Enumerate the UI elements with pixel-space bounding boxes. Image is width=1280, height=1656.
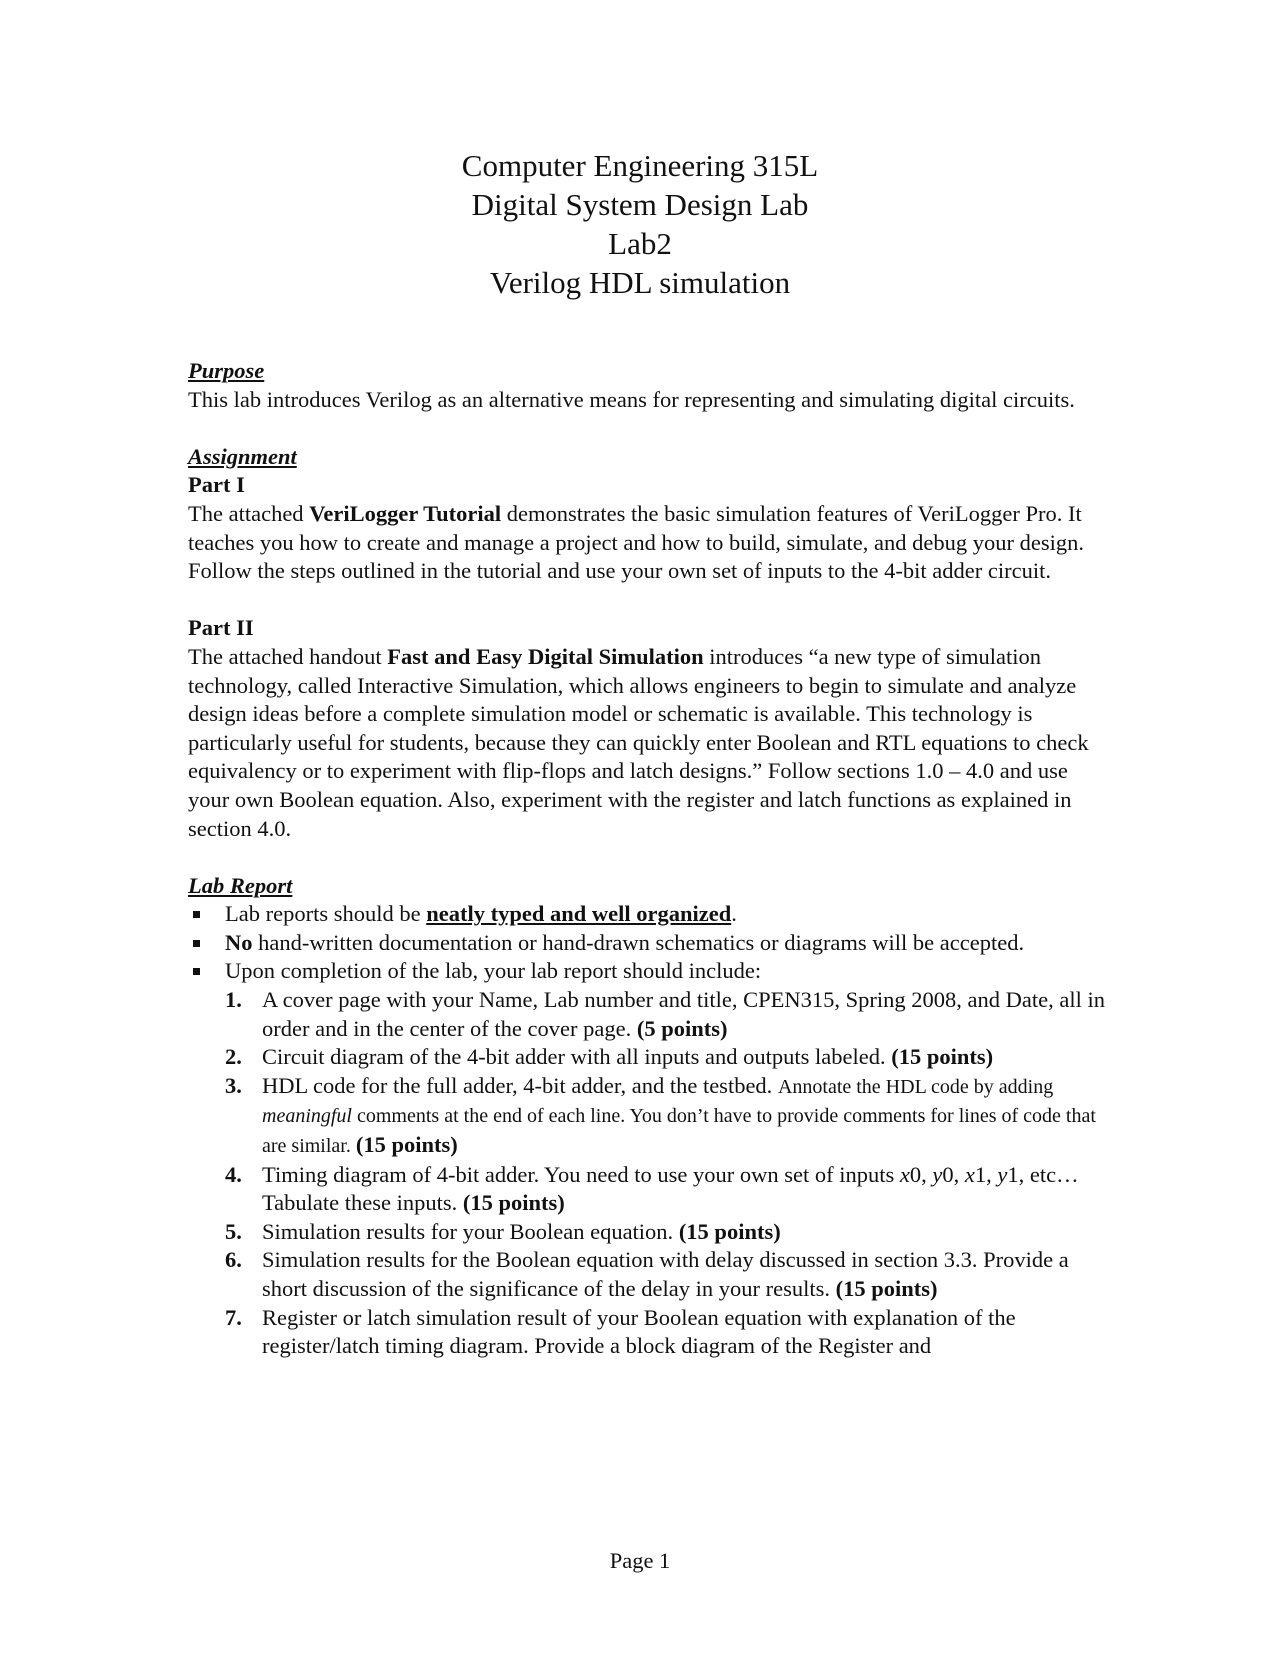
list-item: 3. HDL code for the full adder, 4-bit adder, and the testbed. Annotate the HDL code by adding meaningful comments at the end of each line. You don’t have to provide comments for lines of code that are similar. (15 points) [225,1072,1096,1158]
list-item: 7. Register or latch simulation result of your Boolean equation with explanation of the register/latch timing diagram. Provide a block diagram of the Register and [225,1304,1016,1359]
list-item: 2. Circuit diagram of the 4-bit adder with all inputs and outputs labeled. (15 points) [225,1044,994,1070]
list-item: 5. Simulation results for your Boolean equation. (15 points) [225,1218,781,1244]
bullet-item: No hand-written documentation or hand-drawn schematics or diagrams will be accepted. [188,929,1108,958]
list-item: 4. Timing diagram of 4-bit adder. You need to use your own set of inputs x0, y0, x1, y1, etc…Tabulate these inputs. (15 points) [225,1161,1079,1216]
part2-text: The attached handout Fast and Easy Digital Simulation introduces “a new type of simulation technology, called Interactive Simulation, which allows engineers to begin to simulate and analyze design ideas before a complete simulation model or schematic is available. This technology is particularly useful for students, because they can quickly enter Boolean and RTL equations to check equivalency or to experiment with flip-flops and latch designs.” Follow sections 1.0 – 4.0 and use your own Boolean equation. Also, experiment with the register and latch functions as explained in section 4.0. [188,643,1089,841]
purpose-heading: Purpose [188,358,265,383]
tutorial-name: VeriLogger Tutorial [309,500,502,526]
part1-text: The attached VeriLogger Tutorial demonstrates the basic simulation features of VeriLogger Pro. It teaches you how to create and manage a project and how to build, simulate, and debug your design. Follow the steps outlined in the tutorial and use your own set of inputs to the 4-bit adder circuit. [188,500,1084,584]
title-block [0,146,1280,302]
list-item: 1. A cover page with your Name, Lab number and title, CPEN315, Spring 2008, and Date, all in order and in the center of the cover page. (5 points) [225,987,1105,1041]
square-bullet-icon [193,911,200,918]
page-number: Page 1 [609,1548,671,1573]
lab-name: Digital System Design Lab [471,187,809,222]
lab-number: Lab2 [608,226,672,261]
square-bullet-icon [193,940,200,947]
square-bullet-icon [193,968,200,975]
bullet-item: Lab reports should be neatly typed and well organized. [188,900,1108,929]
part2-heading: Part II [188,615,254,641]
assignment-heading: Assignment [188,443,297,469]
part1-heading: Part I [188,472,245,498]
course-title: Computer Engineering 315L [461,148,819,183]
list-item: 6. Simulation results for the Boolean equation with delay discussed in section 3.3. Provide a short discussion of the significance of the delay in your results. (15 points) [225,1247,1069,1301]
bullet-item: Upon completion of the lab, your lab report should include: 1. A cover page with your Name, Lab number and title, CPEN315, Spring 2008, and Date, all in order and in the center of the cover page. (5 points) 2. Circuit diagram of the 4-bit adder with all inputs and outputs labeled. (15 points) 3. HDL code for the full adder, 4-bit adder, and the testbed. Annotate the HDL code by adding meaningful comments at the end of each line. You don’t have to provide comments for lines of code that are similar. (15 points) 4. Timing diagram of 4-bit adder. You need to use your own set of inputs x0, y0, x1, y1, etc…Tabulate these inputs. (15 points) 5. Simulation results for your Boolean equation. (15 points) 6. Simulation results for the Boolean equation with delay discussed in section 3.3. Provide a short discussion of the significance of the delay in your results. (15 points) 7. Register or latch simulation result of your Boolean equation with explanation of the register/latch timing diagram. Provide a block diagram of the Register and [188,957,1108,1360]
handout-name: Fast and Easy Digital Simulation [387,643,704,669]
purpose-text: This lab introduces Verilog as an alternative means for representing and simulating digital circuits. [188,386,1075,412]
report-requirements [225,986,1108,1361]
lab-report-heading: Lab Report [188,872,293,898]
report-bullets [188,900,1108,1361]
document-body [188,357,1108,1361]
lab-topic: Verilog HDL simulation [489,265,791,300]
